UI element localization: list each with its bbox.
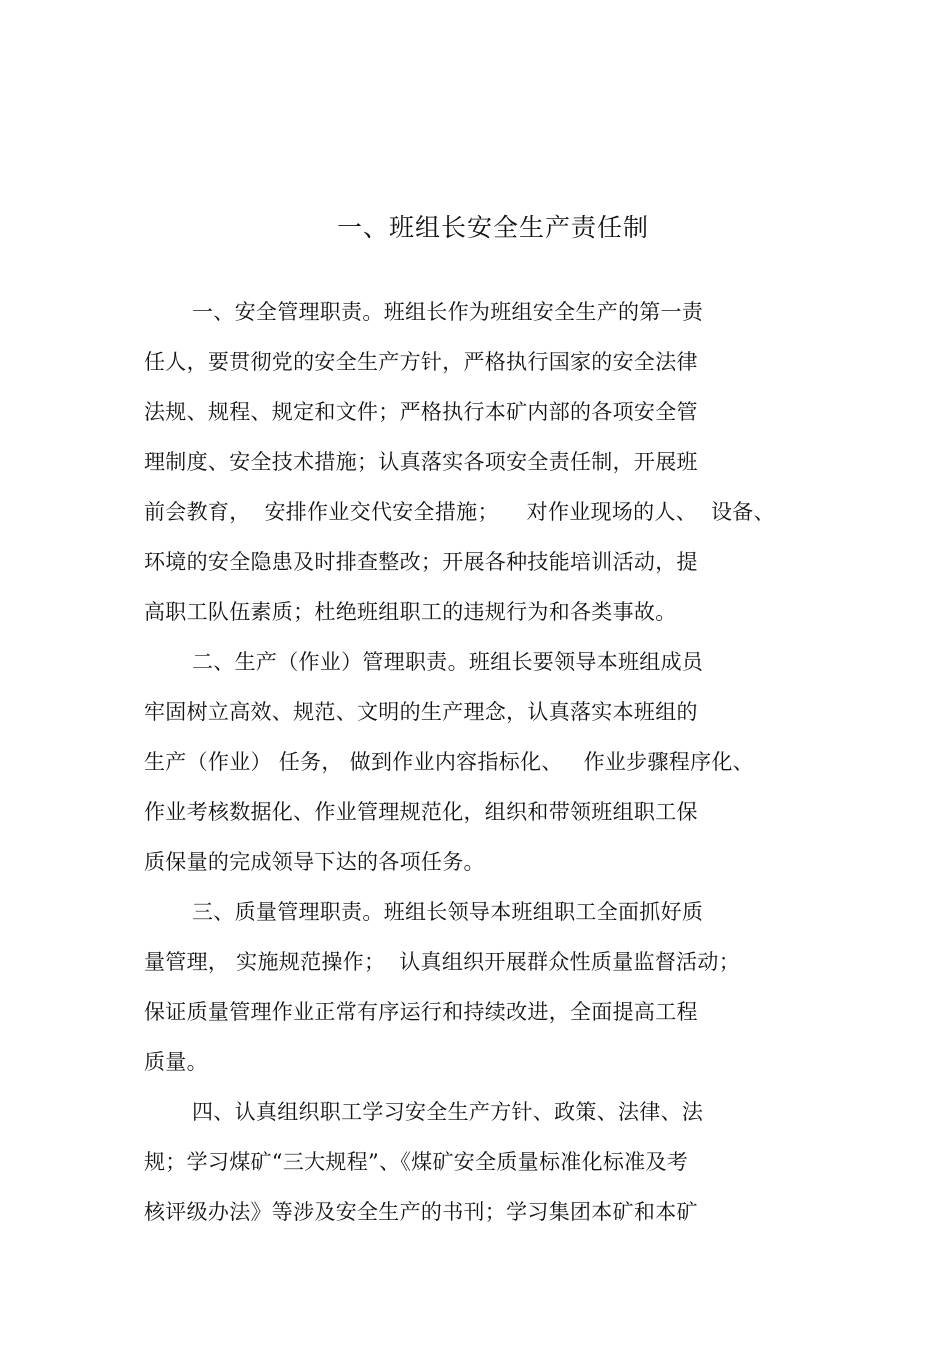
paragraph-4-line-2: 规；学习煤矿“三大规程”、《煤矿安全质量标准化标准及考: [144, 1150, 689, 1174]
paragraph-3-line-3: 保证质量管理作业正常有序运行和持续改进，全面提高工程: [144, 1000, 698, 1024]
paragraph-1-line-4: 理制度、安全技术措施；认真落实各项安全责任制，开展班: [144, 450, 698, 474]
paragraph-1-line-7: 高职工队伍素质；杜绝班组职工的违规行为和各类事故。: [144, 600, 677, 624]
paragraph-2-line-3: 生产（作业） 任务， 做到作业内容指标化、 作业步骤程序化、: [144, 750, 754, 774]
paragraph-2-line-1: 二、生产（作业）管理职责。班组长要领导本班组成员: [192, 650, 704, 674]
paragraph-2-line-5: 质保量的完成领导下达的各项任务。: [144, 850, 485, 874]
paragraph-3-line-2: 量管理， 实施规范操作； 认真组织开展群众性质量监督活动；: [144, 950, 741, 974]
document-title: 一、班组长安全生产责任制: [336, 213, 649, 242]
paragraph-1-line-6: 环境的安全隐患及时排查整改；开展各种技能培训活动，提: [144, 550, 698, 574]
paragraph-1-line-3: 法规、规程、规定和文件；严格执行本矿内部的各项安全管: [144, 400, 698, 424]
paragraph-2-line-2: 牢固树立高效、规范、文明的生产理念，认真落实本班组的: [144, 700, 698, 724]
paragraph-1-line-1: 一、安全管理职责。班组长作为班组安全生产的第一责: [192, 300, 704, 324]
paragraph-1-line-5: 前会教育， 安排作业交代安全措施； 对作业现场的人、 设备、: [144, 500, 775, 524]
paragraph-4-line-1: 四、认真组织职工学习安全生产方针、政策、法律、法: [192, 1100, 704, 1124]
paragraph-3-line-4: 质量。: [144, 1050, 208, 1074]
paragraph-3-line-1: 三、质量管理职责。班组长领导本班组职工全面抓好质: [192, 900, 704, 924]
paragraph-1-line-2: 任人，要贯彻党的安全生产方针，严格执行国家的安全法律: [144, 350, 698, 374]
paragraph-4-line-3: 核评级办法》等涉及安全生产的书刊；学习集团本矿和本矿: [144, 1200, 698, 1224]
paragraph-2-line-4: 作业考核数据化、作业管理规范化，组织和带领班组职工保: [144, 800, 698, 824]
